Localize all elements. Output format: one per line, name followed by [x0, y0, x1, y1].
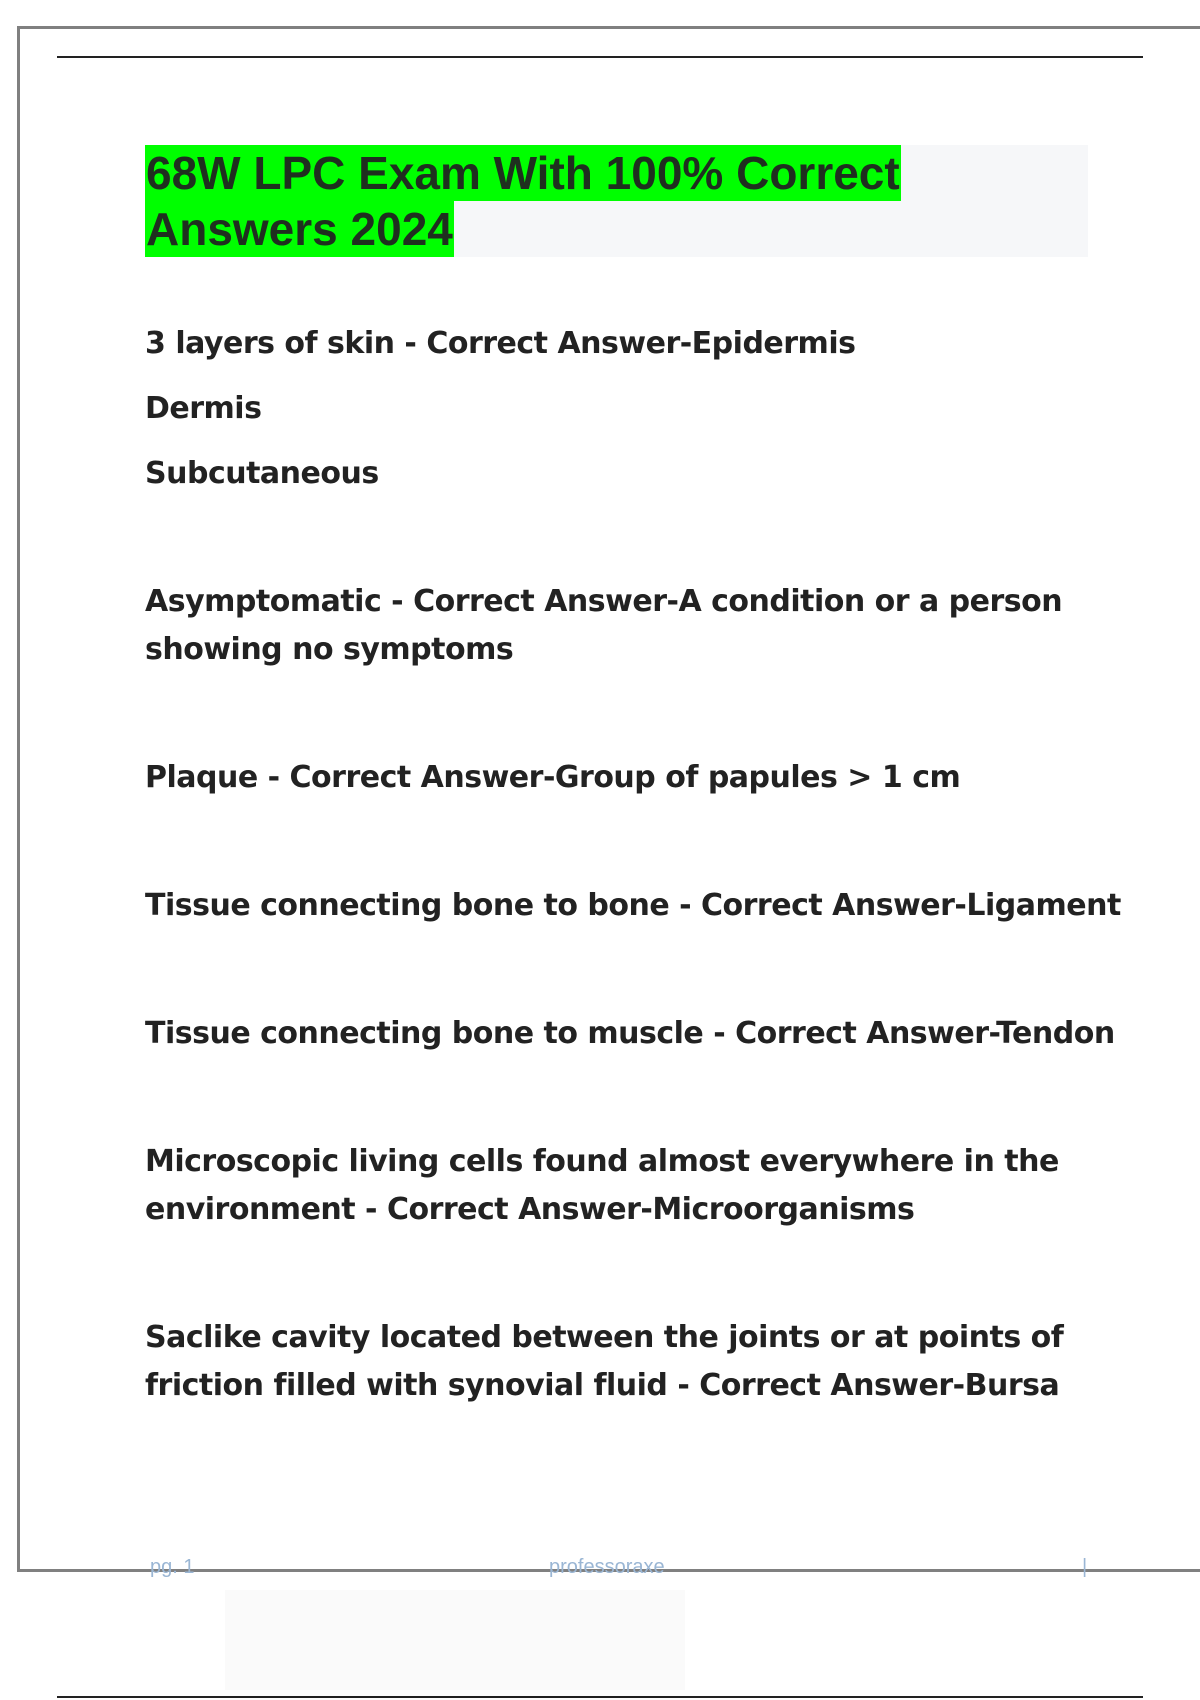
qa-item: [145, 754, 1065, 802]
qa-line: Saclike cavity located between the joints or at points of: [145, 1320, 1064, 1355]
bottom-shade: [225, 1590, 685, 1690]
qa-line: environment - Correct Answer-Microorganisms: [145, 1192, 915, 1227]
qa-line: Plaque - Correct Answer-Group of papules > 1 cm: [145, 760, 961, 795]
qa-item: [145, 578, 1065, 674]
qa-line: Subcutaneous: [145, 456, 379, 491]
qa-line: friction filled with synovial fluid - Correct Answer-Bursa: [145, 1368, 1060, 1403]
qa-item: [145, 882, 1121, 930]
footer-watermark: professoraxe: [549, 1556, 665, 1578]
qa-list: [145, 320, 1121, 1410]
qa-line: Dermis: [145, 391, 262, 426]
document-title-line-2: Answers 2024: [146, 203, 453, 255]
footer-page-number: pg. 1: [150, 1556, 195, 1578]
title-block: [145, 145, 1088, 257]
qa-line: Asymptomatic - Correct Answer-A condition or a person: [145, 584, 1063, 619]
qa-item: [145, 1138, 1065, 1234]
top-rule: [57, 56, 1143, 58]
qa-line: Microscopic living cells found almost everywhere in the: [145, 1144, 1059, 1179]
document-title-line-1: 68W LPC Exam With 100% Correct: [146, 147, 900, 199]
qa-item: [145, 1314, 1065, 1410]
qa-item: [145, 320, 1065, 498]
qa-line: 3 layers of skin - Correct Answer-Epidermis: [145, 326, 856, 361]
qa-line: showing no symptoms: [145, 632, 514, 667]
qa-item: [145, 1010, 1115, 1058]
qa-line: Tissue connecting bone to bone - Correct Answer-Ligament: [145, 888, 1121, 923]
qa-line: Tissue connecting bone to muscle - Correct Answer-Tendon: [145, 1016, 1115, 1051]
bottom-rule: [57, 1696, 1143, 1698]
page-footer: [0, 1556, 1200, 1586]
footer-mark: |: [1082, 1556, 1088, 1578]
